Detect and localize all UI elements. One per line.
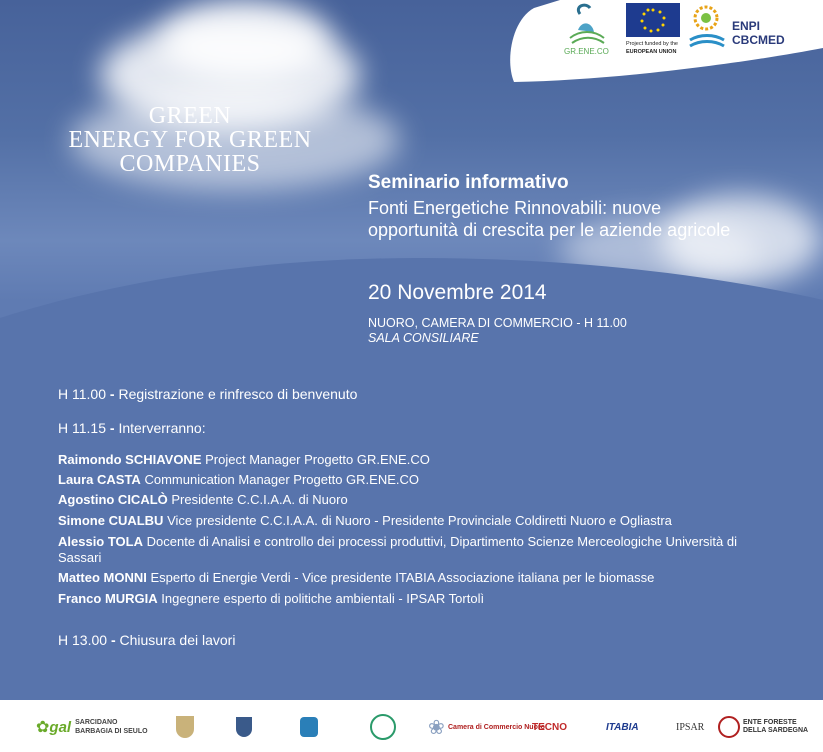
- event-subtitle: [368, 197, 808, 241]
- eu-line-1: Project funded by the: [626, 41, 678, 47]
- crest-icon: [176, 714, 194, 740]
- speaker-name: Alessio TOLA: [58, 534, 144, 549]
- event-date: 20 Novembre 2014: [368, 281, 547, 304]
- speaker-row: [58, 513, 778, 529]
- gal-logo: [36, 714, 148, 740]
- venue-line: NUORO, CAMERA DI COMMERCIO - H 11.00: [368, 316, 627, 330]
- brand-line: ENERGY FOR GREEN: [68, 127, 312, 153]
- speaker-role: Docente di Analisi e controllo dei processi produttivi, Dipartimento Scienze Merceologiche Università di Sassari: [58, 534, 737, 565]
- agenda-text: Chiusura dei lavori: [119, 632, 236, 648]
- speaker-row: [58, 472, 778, 488]
- greneco-label: GR.ENE.CO: [564, 47, 609, 56]
- eu-flag-icon: [626, 3, 680, 37]
- speaker-name: Franco MURGIA: [58, 591, 158, 606]
- agenda-time: H 11.15: [58, 420, 106, 436]
- speaker-row: [58, 534, 778, 566]
- crest-icon: [236, 714, 252, 740]
- ente-emblem-icon: [718, 716, 740, 738]
- enpi-label: ENPI: [732, 19, 761, 33]
- room-line: SALA CONSILIARE: [368, 331, 479, 345]
- header-logo-panel: [500, 0, 823, 82]
- tecno-label: TECNO: [532, 721, 567, 733]
- cbcmed-label: CBCMED: [732, 33, 785, 47]
- brand-line: GREEN: [148, 103, 232, 129]
- speaker-role: Ingegnere esperto di politiche ambientali - IPSAR Tortolì: [161, 591, 485, 606]
- agenda-text: Registrazione e rinfresco di benvenuto: [118, 386, 358, 402]
- crest-icon: [300, 714, 318, 740]
- eu-line-2: EUROPEAN UNION: [626, 49, 677, 55]
- event-title: Seminario informativo: [368, 172, 569, 193]
- speaker-role: Presidente C.C.I.A.A. di Nuoro: [171, 492, 348, 507]
- tecno-logo: [532, 714, 567, 740]
- ente-name-2: DELLA SARDEGNA: [743, 727, 809, 734]
- flower-icon: ❀: [428, 716, 445, 739]
- speaker-name: Raimondo SCHIAVONE: [58, 452, 202, 467]
- camera-label: Camera di Commercio Nuoro: [448, 723, 545, 731]
- footer-logo-strip: [0, 700, 823, 752]
- speaker-row: [58, 492, 778, 508]
- speaker-role: Project Manager Progetto GR.ENE.CO: [205, 452, 430, 467]
- ipsar-label: IPSAR: [676, 721, 705, 733]
- speaker-row: [58, 570, 778, 586]
- speaker-name: Matteo MONNI: [58, 570, 147, 585]
- subtitle-line-2: opportunità di crescita per le aziende agricole: [368, 220, 731, 240]
- speaker-name: Laura CASTA: [58, 472, 141, 487]
- speaker-role: Vice presidente C.C.I.A.A. di Nuoro - Presidente Provinciale Coldiretti Nuoro e Ogliastra: [167, 513, 672, 528]
- seal-icon: [370, 714, 396, 740]
- agenda-time: H 13.00: [58, 632, 108, 648]
- speaker-role: Communication Manager Progetto GR.ENE.CO: [144, 472, 420, 487]
- speaker-name: Simone CUALBU: [58, 513, 164, 528]
- ipsar-logo: [676, 714, 704, 740]
- speaker-name: Agostino CICALÒ: [58, 492, 168, 507]
- event-venue: [368, 316, 627, 346]
- speaker-row: [58, 452, 778, 468]
- gal-label: gal: [49, 718, 72, 736]
- brand-line: COMPANIES: [119, 151, 261, 177]
- brand-wordmark: [40, 104, 340, 176]
- agenda-text: Interverranno:: [118, 420, 206, 436]
- gal-name-1: SARCIDANO: [75, 719, 118, 726]
- speaker-role: Esperto di Energie Verdi - Vice presidente ITABIA Associazione italiana per le biomasse: [150, 570, 655, 585]
- itabia-label: ITABIA: [606, 721, 639, 733]
- agenda-item-closing: H 13.00 - Chiusura dei lavori: [58, 632, 236, 648]
- agenda-item-speakers: H 11.15 - Interverranno:: [58, 420, 206, 436]
- itabia-logo: [606, 714, 639, 740]
- agenda-time: H 11.00: [58, 386, 106, 402]
- leaf-icon: ✿: [36, 719, 50, 736]
- ente-foreste-logo: [718, 714, 808, 740]
- subtitle-line-1: Fonti Energetiche Rinnovabili: nuove: [368, 198, 662, 218]
- speaker-row: [58, 591, 778, 607]
- ente-name-1: ENTE FORESTE: [743, 719, 797, 726]
- agenda-item-registration: H 11.00 - Registrazione e rinfresco di benvenuto: [58, 386, 358, 402]
- gal-name-2: BARBAGIA DI SEULO: [75, 728, 148, 735]
- camera-logo: [448, 714, 545, 740]
